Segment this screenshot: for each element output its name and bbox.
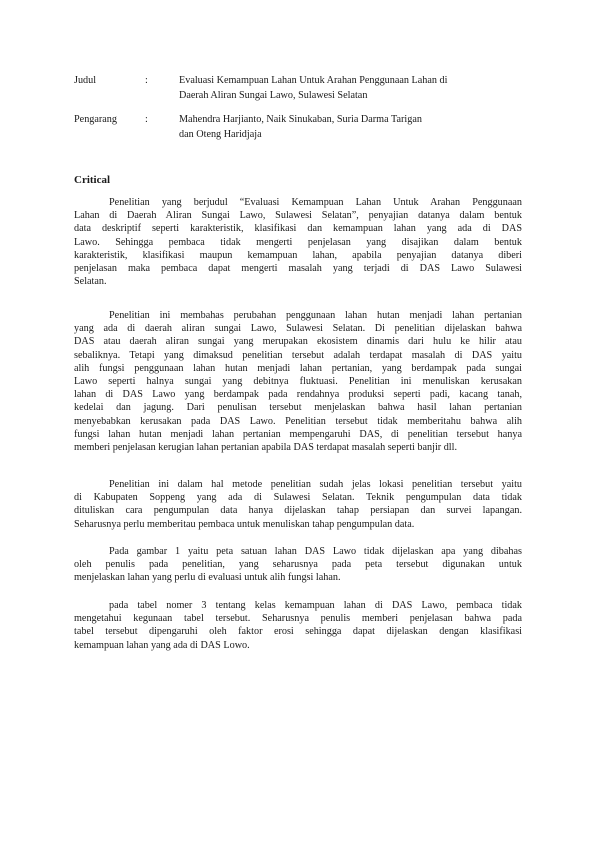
paragraph (74, 309, 522, 454)
paragraph-line: fungsi lahan hutan menjadi lahan pertanian mempengaruhi DAS, di penelitian tersebut hanya (74, 428, 522, 440)
author-label: Pengarang (74, 114, 117, 125)
title-label: Judul (74, 75, 97, 86)
paragraph-line: lahan di DAS Lawo yang berdampak pada rendahnya produksi seperti padi, kacang tanah, (74, 389, 522, 401)
paragraph-line: Seharusnya perlu memberitau pembaca untuk menuliskan tahap pengumpulan data. (74, 518, 415, 530)
paragraph-line: Lawo. Sehingga pembaca tidak mengerti penjelasan yang disajikan dalam bentuk (74, 236, 522, 248)
paragraph-line: DAS atau daerah aliran sungai yang merupakan ekosistem dinamis dari hulu ke hilir atau (74, 336, 522, 348)
paragraph (74, 545, 522, 585)
title-value (179, 73, 524, 103)
title-line: Evaluasi Kemampuan Lahan Untuk Arahan Penggunaan Lahan di (179, 75, 448, 86)
paragraph-line: data deskriptif seperti karakteristik, klasifikasi dan kemampuan lahan yang ada di DAS (74, 223, 522, 235)
paragraph-line: Penelitian yang berjudul “Evaluasi Kemampuan Lahan Untuk Arahan Penggunaan (109, 197, 522, 208)
author-line: Mahendra Harjianto, Naik Sinukaban, Suria Darma Tarigan (179, 114, 422, 125)
paragraph-line: karakteristik, klasifikasi maupun kemampuan lahan, apabila penyajian datanya diberi (74, 249, 522, 261)
author-line: dan Oteng Haridjaja (179, 129, 262, 140)
paragraph (74, 478, 522, 531)
paragraph-line: Penelitian ini membahas perubahan penggunaan lahan hutan menjadi lahan pertanian (109, 310, 522, 321)
paragraph-line: memberi penjelasan kerugian lahan pertanian apabila DAS terdapat masalah seperti banjir dll. (74, 441, 458, 453)
paragraph-line: Lawo seperti halnya sungai yang debitnya fluktuasi. Penelitian ini menuliskan kerusakan (74, 375, 522, 387)
paragraph-line: menyebabkan kerusakan pada DAS Lawo. Penelitian tersebut tidak memberitahu bahwa alih (74, 415, 522, 427)
paragraph-line: Selatan. (74, 276, 107, 288)
paragraph-line: tabel tersebut dipengaruhi oleh faktor erosi sehingga dapat dijelaskan dengan klasifikasi (74, 626, 522, 638)
paragraph-line: Pada gambar 1 yaitu peta satuan lahan DAS Lawo tidak dijelaskan apa yang dibahas (109, 546, 522, 557)
paragraph-line: mengetahui kegunaan tabel tersebut. Seharusnya penulis memberi penjelasan bahwa pada (74, 613, 522, 625)
paragraph-line: kedelai dan jagung. Dari penulisan tersebut menjelaskan bahwa hasil lahan pertanian (74, 402, 522, 414)
section-heading: Critical (74, 174, 111, 186)
paragraph-line: penjelasan maka pembaca dapat mengerti masalah yang terjadi di DAS Lawo Sulawesi (74, 262, 522, 274)
paragraph (74, 599, 522, 652)
paragraph-line: pada tabel nomer 3 tentang kelas kemampuan lahan di DAS Lawo, pembaca tidak (109, 600, 522, 611)
title-colon: : (145, 75, 148, 86)
author-value (179, 112, 524, 142)
paragraph-line: di Kabupaten Soppeng yang ada di Sulawesi Selatan. Teknik pengumpulan data tidak (74, 492, 522, 504)
paragraph-line: alih fungsi penggunaan lahan hutan menjadi lahan pertanian, yang berdampak pada sungai (74, 362, 522, 374)
paragraph-line: Penelitian ini dalam hal metode penelitian sudah jelas lokasi penelitian tersebut yaitu (109, 479, 522, 490)
paragraph (74, 196, 522, 288)
paragraph-line: sebaliknya. Tetapi yang dimaksud penelitian tersebut adalah terdapat masalah di DAS yaitu (74, 349, 522, 361)
paragraph-line: yang ada di daerah aliran sungai Lawo, Sulawesi Selatan. Di penelitian dijelaskan bahwa (74, 323, 522, 335)
paragraph-line: menjelaskan lahan yang perlu di evaluasi untuk alih fungsi lahan. (74, 572, 341, 584)
paragraph-line: oleh penulis pada penelitian, yang seharusnya pada peta tersebut digunakan untuk (74, 559, 522, 571)
paragraph-line: kemampuan lahan yang ada di DAS Lowo. (74, 639, 250, 651)
paragraph-line: Lahan di Daerah Aliran Sungai Lawo, Sulawesi Selatan”, penyajian datanya dalam bentuk (74, 210, 522, 222)
author-colon: : (145, 114, 148, 125)
title-line: Daerah Aliran Sungai Lawo, Sulawesi Selatan (179, 90, 368, 101)
paragraph-line: dituliskan cara pengumpulan data hanya dijelaskan tahap persiapan dan survei lapangan. (74, 505, 522, 517)
